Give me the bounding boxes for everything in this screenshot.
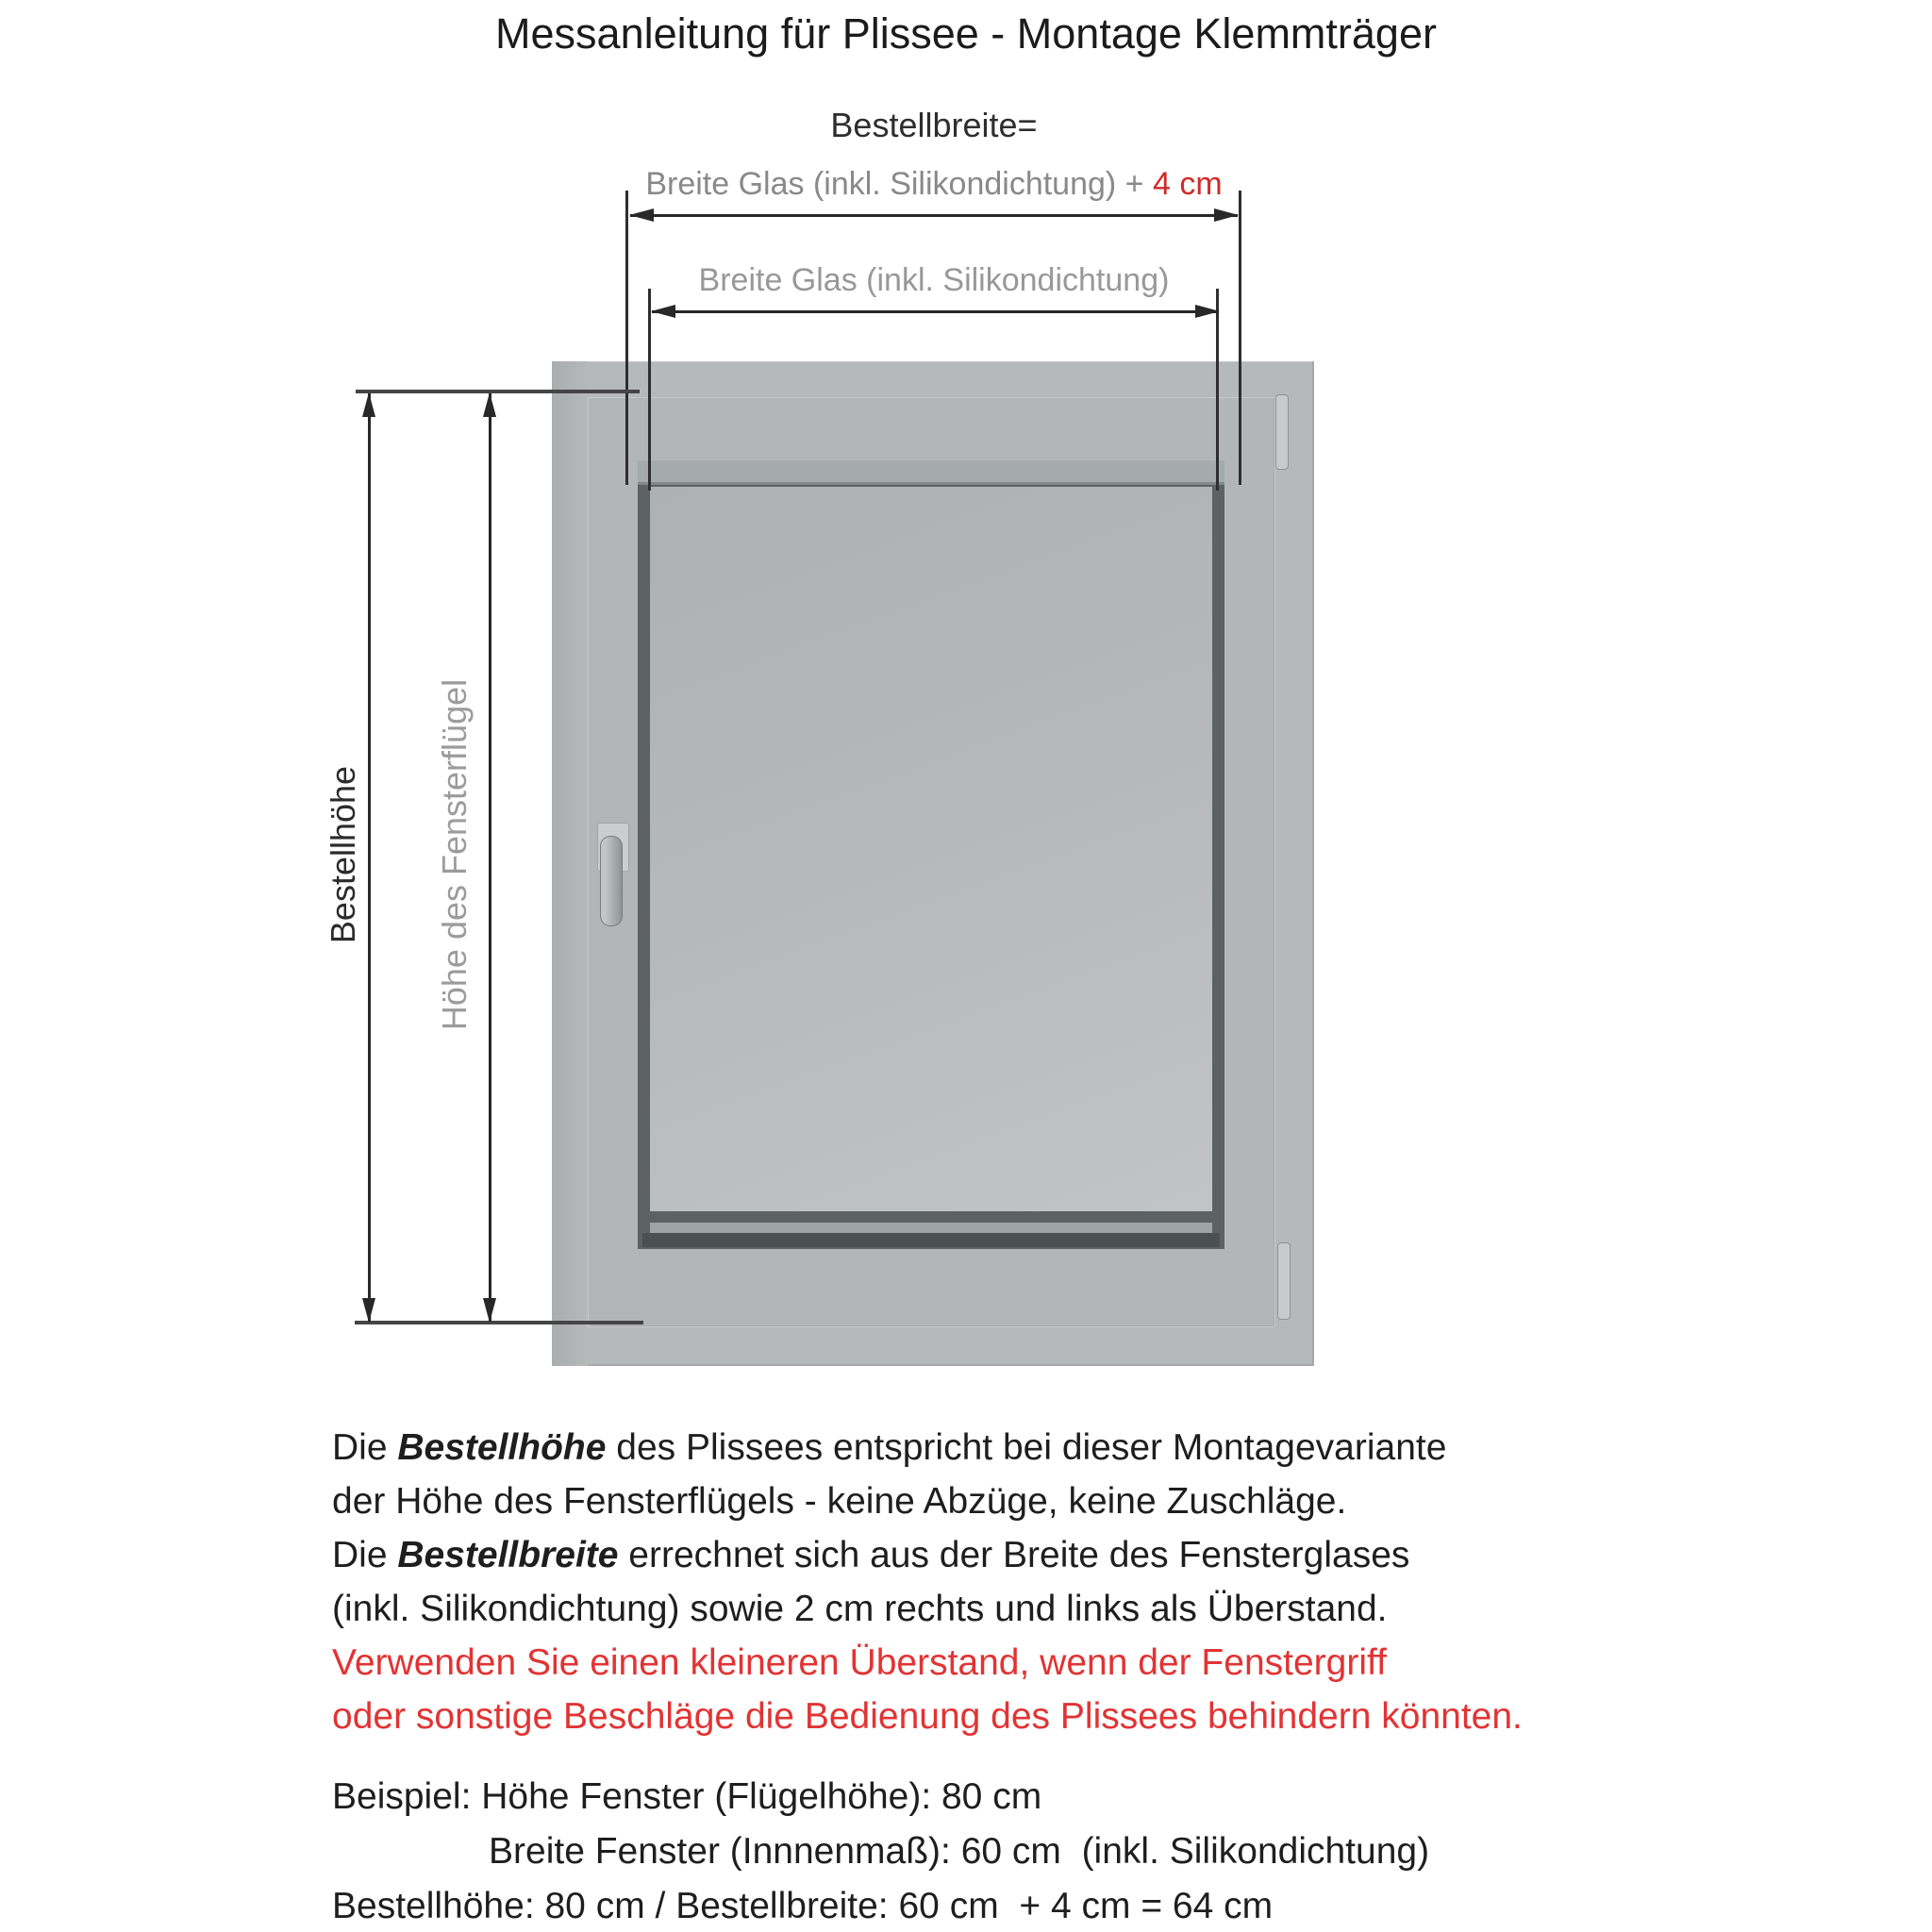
- width-dimension-arrow-inner: [652, 310, 1219, 313]
- width-outer-label-red: 4 cm: [1152, 166, 1223, 202]
- explanation-line-2: der Höhe des Fensterflügels - keine Abzüge, keine Zuschläge.: [332, 1481, 1347, 1522]
- extension-line-inner-right: [1216, 289, 1219, 491]
- explanation-line-4: (inkl. Silikondichtung) sowie 2 cm rechts und links als Überstand.: [332, 1589, 1388, 1629]
- width-outer-label: [481, 166, 1387, 203]
- width-dimension-arrow-outer: [630, 214, 1238, 217]
- example-line-1: Beispiel: Höhe Fenster (Flügelhöhe): 80 cm: [332, 1776, 1042, 1817]
- explanation-line-1: Die Bestellhöhe des Plissees entspricht bei dieser Montagevariante: [332, 1427, 1447, 1468]
- height-dimension-arrow-outer: [368, 393, 371, 1322]
- bestellhoehe-label: Bestellhöhe: [324, 765, 362, 944]
- fensterfluegel-hoehe-label: Höhe des Fensterflügel: [435, 678, 474, 1031]
- warning-line-2: oder sonstige Beschläge die Bedienung des Plissees behindern könnten.: [332, 1696, 1523, 1737]
- glass-bottom-lip: [650, 1223, 1212, 1233]
- bestellbreite-term: Bestellbreite: [397, 1535, 619, 1575]
- extension-line-outer-left: [625, 191, 628, 485]
- example-line-3: Bestellhöhe: 80 cm / Bestellbreite: 60 cm + 4 cm = 64 cm: [332, 1886, 1274, 1926]
- hinge-bottom: [1277, 1242, 1291, 1320]
- height-reference-line-bottom: [355, 1321, 643, 1324]
- example-line-2: Breite Fenster (Innnenmaß): 60 cm (inkl. Silikondichtung): [489, 1831, 1430, 1872]
- width-outer-label-gray: Breite Glas (inkl. Silikondichtung) +: [645, 166, 1153, 202]
- window-handle: [600, 836, 623, 926]
- page-title: Messanleitung für Plissee - Montage Klemmträger: [495, 9, 1437, 58]
- warning-line-1: Verwenden Sie einen kleineren Überstand, wenn der Fenstergriff: [332, 1642, 1387, 1683]
- explanation-text: [332, 1421, 1523, 1743]
- example-text: [332, 1770, 1429, 1932]
- height-dimension-arrow-inner: [489, 393, 491, 1322]
- hinge-top: [1275, 394, 1289, 470]
- window-glass: [650, 487, 1212, 1211]
- extension-line-inner-left: [648, 289, 651, 491]
- bestellhoehe-term: Bestellhöhe: [397, 1427, 607, 1468]
- height-reference-line-top: [356, 390, 640, 393]
- glass-assembly: [638, 460, 1224, 1249]
- explanation-line-3: Die Bestellbreite errechnet sich aus der Breite des Fensterglases: [332, 1535, 1410, 1575]
- frame-left-shading: [552, 361, 588, 1366]
- plissee-top-rail: [638, 460, 1224, 485]
- bestellbreite-label: Bestellbreite=: [830, 106, 1038, 144]
- glass-bottom-bar: [642, 1233, 1220, 1247]
- extension-line-outer-right: [1239, 191, 1241, 485]
- window-frame: [552, 361, 1314, 1366]
- width-inner-label: Breite Glas (inkl. Silikondichtung): [698, 262, 1170, 298]
